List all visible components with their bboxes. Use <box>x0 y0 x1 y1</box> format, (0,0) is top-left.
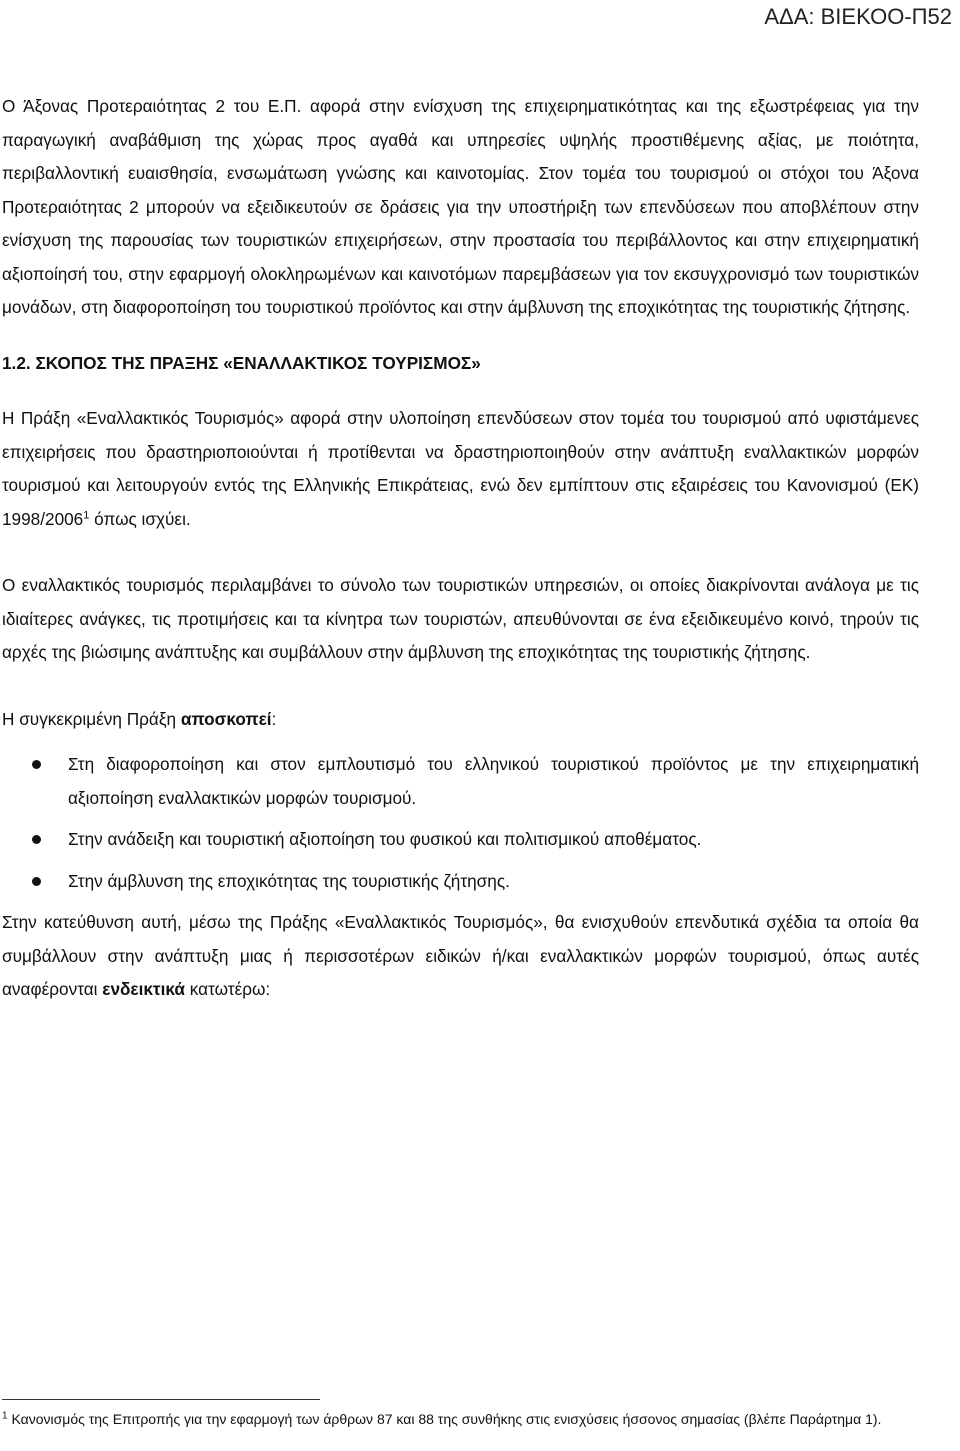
bullet-icon <box>32 835 41 844</box>
paragraph-alternative-tourism: Ο εναλλακτικός τουρισμός περιλαμβάνει το σύνολο των τουριστικών υπηρεσιών, οι οποίες διακρίνονται ανάλογα με τις ιδιαίτερες ανάγκες, τις προτιμήσεις και τα κίνητρα των τουριστών, απευθύνονται σε ένα εξειδικευμένο κοινό, τηρούν τις αρχές της βιώσιμης ανάπτυξης και συμβάλλουν στην άμβλυνση της εποχικότητας της τουριστικής ζήτησης. <box>2 575 919 662</box>
aims-colon: : <box>271 708 277 729</box>
paragraph-action-description <box>2 402 919 536</box>
paragraph-axis-priority: Ο Άξονας Προτεραιότητας 2 του Ε.Π. αφορά στην ενίσχυση της επιχειρηματικότητας και της εξωστρέφειας για την παραγωγική αναβάθμιση της χώρας προς αγαθά και υπηρεσίες υψηλής προστιθέμενης αξίας, με ποιότητα, περιβαλλοντική ευαισθησία, ενσωμάτωση γνώσης και καινοτομίας. Στον τομέα του τουρισμού οι στόχοι του Άξονα Προτεραιότητας 2 μπορούν να εξειδικευτούν σε δράσεις για την υποστήριξη των επενδύσεων που αποβλέπουν στην ενίσχυση της παρουσίας των τουριστικών επιχειρήσεων, στην προστασία του περιβάλλοντος και στην επιχειρηματική αξιοποίησή του, στην εφαρμογή ολοκληρωμένων και καινοτόμων παρεμβάσεων για τον εκσυγχρονισμό των τουριστικών μονάδων, στη διαφοροποίηση του τουριστικού προϊόντος και στην άμβλυνση της εποχικότητας της τουριστικής ζήτησης. <box>2 96 919 317</box>
paragraph-tail: όπως ισχύει. <box>89 508 191 529</box>
document-code: ΑΔΑ: ΒΙΕΚΟΟ-Π52 <box>764 4 952 29</box>
footnote-number: 1 <box>2 1410 8 1422</box>
footnote <box>2 1409 919 1430</box>
footnote-divider <box>2 1399 320 1400</box>
section-heading: 1.2. ΣΚΟΠΟΣ ΤΗΣ ΠΡΑΞΗΣ «ΕΝΑΛΛΑΚΤΙΚΟΣ ΤΟΥΡΙΣΜΟΣ» <box>2 352 481 373</box>
paragraph-aims-intro <box>2 703 919 737</box>
aims-bold-word: αποσκοπεί <box>180 708 272 729</box>
direction-bold-word: ενδεικτικά <box>102 979 185 999</box>
bullet-icon <box>32 760 41 769</box>
footnote-text: Κανονισμός της Επιτροπής για την εφαρμογή των άρθρων 87 και 88 της συνθήκης στις ενισχύσεις ήσσονος σημασίας (βλέπε Παράρτημα 1). <box>7 1411 882 1427</box>
aims-list <box>2 748 919 898</box>
document-body <box>2 90 919 1007</box>
direction-text: Στην κατεύθυνση αυτή, μέσω της Πράξης «Εναλλακτικός Τουρισμός», θα ενισχυθούν επενδυτικά σχέδια τα οποία θα συμβάλλουν στην ανάπτυξη μιας ή περισσοτέρων ειδικών ή/και εναλλακτικών μορφών τουρισμού, όπως αυτές αναφέρονται <box>2 912 919 999</box>
list-item <box>2 748 919 815</box>
list-item <box>2 823 919 857</box>
bullet-icon <box>32 877 41 886</box>
list-item-text: Στην ανάδειξη και τουριστική αξιοποίηση του φυσικού και πολιτισμικού αποθέματος. <box>68 829 702 849</box>
list-item <box>2 865 919 899</box>
list-item-text: Στην άμβλυνση της εποχικότητας της τουριστικής ζήτησης. <box>68 870 510 891</box>
paragraph-text: Η Πράξη «Εναλλακτικός Τουρισμός» αφορά στην υλοποίηση επενδύσεων στον τομέα του τουρισμού από υφιστάμενες επιχειρήσεις που δραστηριοποιούνται ή προτίθενται να δραστηριοποιηθούν στην ανάπτυξη εναλλακτικών μορφών τουρισμού και λειτουργούν εντός της Ελληνικής Επικράτειας, ενώ δεν εμπίπτουν στις εξαιρέσεις του Κανονισμού (ΕΚ) 1998/2006 <box>2 408 919 529</box>
aims-intro-text: Η συγκεκριμένη Πράξη <box>2 708 181 729</box>
direction-tail: κατωτέρω: <box>184 979 271 999</box>
footnote-ref[interactable]: 1 <box>83 508 90 521</box>
list-item-text: Στη διαφοροποίηση και στον εμπλουτισμό του ελληνικού τουριστικού προϊόντος με την επιχειρηματική αξιοποίηση εναλλακτικών μορφών τουρισμού. <box>68 754 919 808</box>
paragraph-direction <box>2 906 919 1007</box>
